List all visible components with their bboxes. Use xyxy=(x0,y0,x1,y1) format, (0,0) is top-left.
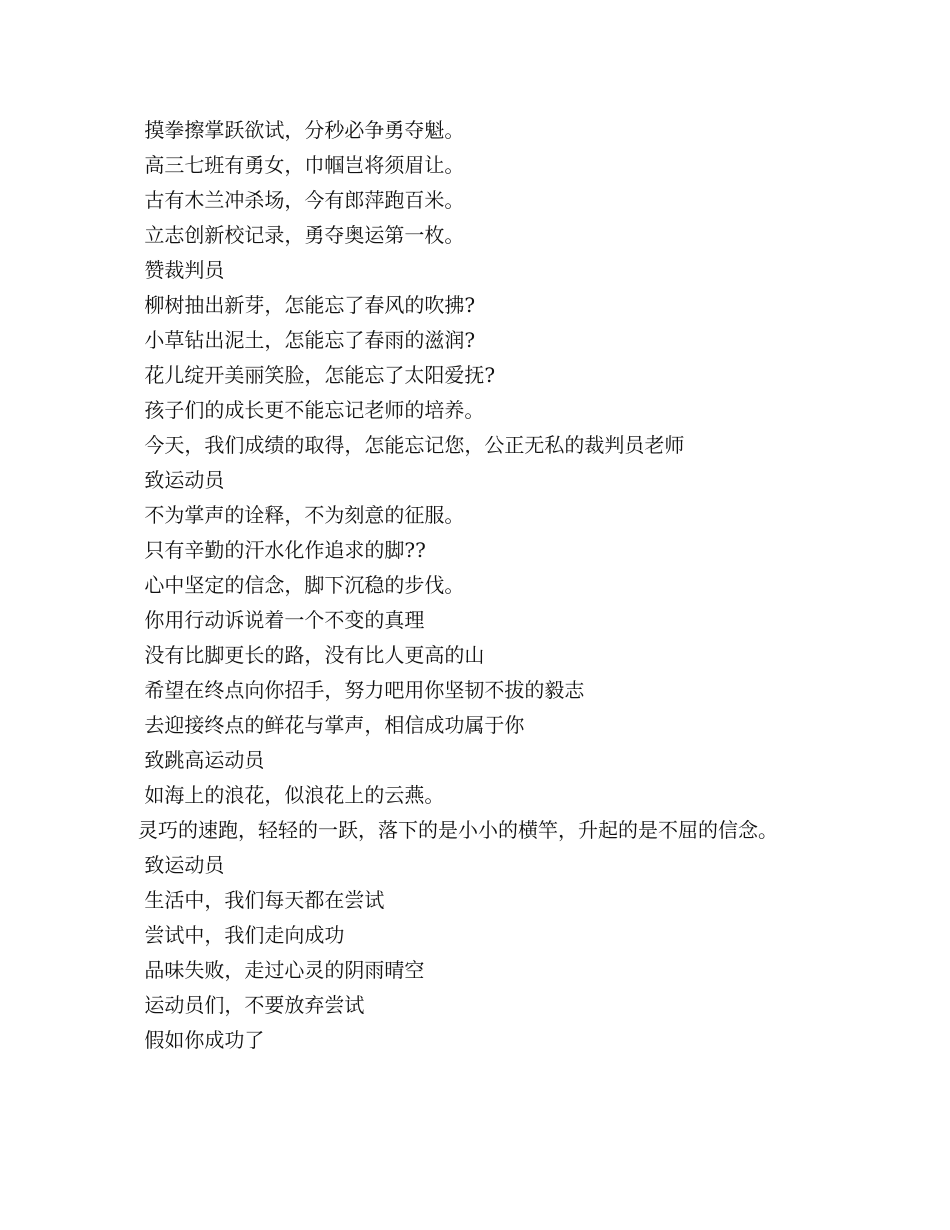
text-line: 灵巧的速跑，轻轻的一跃，落下的是小小的横竿，升起的是不屈的信念。 xyxy=(138,818,778,842)
text-line: 花儿绽开美丽笑脸，怎能忘了太阳爱抚? xyxy=(138,363,496,387)
text-line: 摸拳擦掌跃欲试，分秒必争勇夺魁。 xyxy=(138,118,465,142)
document-body xyxy=(138,113,818,1058)
text-line: 如海上的浪花，似浪花上的云燕。 xyxy=(138,783,445,807)
text-line: 今天，我们成绩的取得，怎能忘记您，公正无私的裁判员老师 xyxy=(138,433,685,457)
text-line: 运动员们，不要放弃尝试 xyxy=(138,993,365,1017)
section-heading: 致跳高运动员 xyxy=(138,748,265,772)
text-line: 心中坚定的信念，脚下沉稳的步伐。 xyxy=(138,573,465,597)
text-line: 柳树抽出新芽，怎能忘了春风的吹拂? xyxy=(138,293,476,317)
section-heading: 致运动员 xyxy=(138,468,225,492)
text-line: 品味失败，走过心灵的阴雨晴空 xyxy=(138,958,425,982)
text-line: 孩子们的成长更不能忘记老师的培养。 xyxy=(138,398,485,422)
section-heading: 赞裁判员 xyxy=(138,258,225,282)
text-line: 生活中，我们每天都在尝试 xyxy=(138,888,385,912)
text-line: 假如你成功了 xyxy=(138,1028,265,1052)
text-line: 高三七班有勇女，巾帼岂将须眉让。 xyxy=(138,153,465,177)
text-line: 只有辛勤的汗水化作追求的脚?? xyxy=(138,538,426,562)
text-line: 去迎接终点的鲜花与掌声，相信成功属于你 xyxy=(138,713,525,737)
text-line: 你用行动诉说着一个不变的真理 xyxy=(138,608,425,632)
section-heading: 致运动员 xyxy=(138,853,225,877)
text-line: 尝试中，我们走向成功 xyxy=(138,923,345,947)
text-line: 没有比脚更长的路，没有比人更高的山 xyxy=(138,643,485,667)
text-line: 古有木兰冲杀场，今有郎萍跑百米。 xyxy=(138,188,465,212)
text-line: 小草钻出泥土，怎能忘了春雨的滋润? xyxy=(138,328,476,352)
text-line: 希望在终点向你招手，努力吧用你坚韧不拔的毅志 xyxy=(138,678,585,702)
text-line: 立志创新校记录，勇夺奥运第一枚。 xyxy=(138,223,465,247)
text-line: 不为掌声的诠释，不为刻意的征服。 xyxy=(138,503,465,527)
